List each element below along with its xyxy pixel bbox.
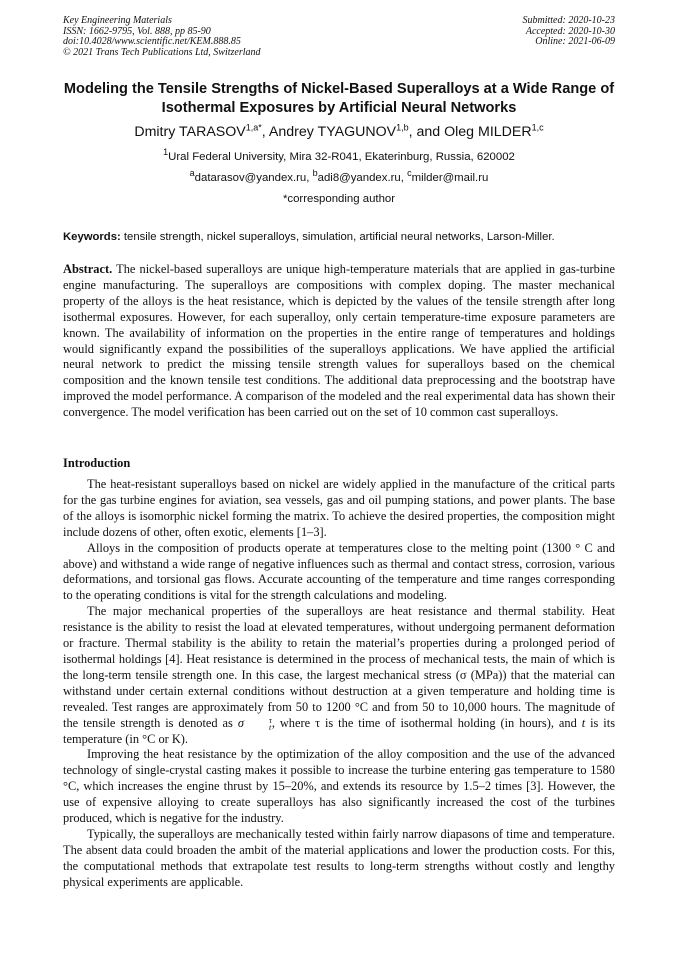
author-name: Andrey TYAGUNOV — [268, 124, 397, 140]
journal-doi: doi:10.4028/www.scientific.net/KEM.888.85 — [63, 36, 241, 47]
paragraph: The major mechanical properties of the superalloys are heat resistance and thermal stability. Heat resistance is the ability to resist the load at elevated temperatures, without undergoing permanent deformation or fracture. Thermal stability is the ability to retain the material’s properties during a prolonged period of isothermal holdings [4]. Heat resistance is determined in the process of mechanical tests, the main of which is the long-term tensile strength one. In this case, the largest mechanical stress (σ (MPa)) that the material can withstand under certain external conditions without destruction at a given temperature and holding time is revealed. Test ranges are approximately from 50 to 1200 °C and from 50 to 10,000 hours. The magnitude of the tensile strength is denoted as σ τ t , where τ is the time of isothermal holding (in hours), and t is its temperature (in °C or K). — [63, 604, 616, 746]
affiliation: $^1$Ural Federal University, Mira 32-R041, Ekaterinburg, Russia, 620002 — [163, 147, 515, 163]
paragraph: Alloys in the composition of products operate at temperatures close to the melting point (1300 ° C and above) and withstand a wide range of negative influences such as thermal and contact stress, corrosion, various deformations, and torsional gas flows. Accurate accounting of the temperature and time ranges corresponding to the operating conditions is vital for the strength calculations and modeling. — [63, 540, 615, 603]
submitted-date: Submitted: 2020-10-23 — [522, 15, 615, 26]
paragraph: Improving the heat resistance by the optimization of the alloy composition and the use of the advanced technology of single-crystal casting makes it possible to increase the turbine entering gas temperature to 1580 °C, which increases the engine thrust by 15–20%, and extends its resource by 1.5–2 times [3]. However, the use of expensive alloying to create superalloys has also significantly increased the cost of the turbines produced, which is negative for the industry. — [63, 747, 615, 826]
online-date: Online: 2021-06-09 — [535, 36, 615, 47]
author-emails: $^a$datarasov@yandex.ru, $^b$adi8@yandex.ru, $^c$milder@mail.ru — [189, 168, 489, 184]
submission-dates — [523, 16, 616, 48]
author-list: Dmitry $TARASOV^{1,a*}$, Andrey TYAGUNOV$^{1,b}$, and Oleg MILDER$^{1,c}$ — [134, 122, 544, 140]
introduction-body — [63, 477, 615, 891]
email-link[interactable]: datarasov@yandex.ru — [194, 172, 307, 184]
author-name: Oleg MILDER — [444, 124, 532, 140]
keywords-label: Keywords: — [63, 231, 121, 243]
journal-name: Key Engineering Materials — [63, 15, 172, 26]
accepted-date: Accepted: 2020-10-30 — [525, 25, 615, 37]
abstract-text: The nickel-based superalloys are unique high-temperature materials that are applied in gas-turbine engine manufacturing. The superalloys are compositions with complex doping. The master mechanical property of the alloys is the heat resistance, which is depicted by the values of the tensile strength after long isothermal exposures. However, for each superalloy, only certain temperature-time exposure parameters are known. The availability of information on the properties in the entire range of temperatures and holdings would significantly expand the possibilities of the superalloys applications. We have applied the artificial neural network to predict the missing tensile strength values for superalloys based on the chemical composition and the known tensile test conditions. The additional data preprocessing and the bootstrap have improved the model performance. A comparison of the modeled and the real experimental data has shown their convergence. The model verification has been carried out on the set of 10 common cast superalloys. — [63, 262, 615, 420]
section-heading-introduction: Introduction — [63, 456, 131, 470]
abstract-label: Abstract. — [63, 262, 113, 276]
corresponding-author-note: *corresponding author — [282, 193, 396, 205]
paragraph: The heat-resistant superalloys based on nickel are widely applied in the manufacture of the critical parts for the gas turbine engines for aviation, sea vessels, gas and oil pumping stations, and power plants. The base of the alloys is isomorphic nickel forming the matrix. To achieve the desired properties, the composition might include dozens of other, often exotic, elements [1–3]. — [63, 477, 615, 539]
journal-info — [63, 16, 261, 58]
author-name: Dmitry TARASOV — [134, 124, 246, 140]
author-affil-mark: 1,a* — [245, 122, 262, 133]
journal-issn: ISSN: 1662-9795, Vol. 888, pp 85-90 — [63, 25, 211, 37]
keywords — [63, 230, 623, 244]
tensile-strength-symbol: σ τ t — [237, 715, 272, 732]
keywords-text: tensile strength, nickel superalloys, simulation, artificial neural networks, Larson-Miller. — [120, 231, 555, 243]
journal-copyright: © 2021 Trans Tech Publications Ltd, Switzerland — [63, 46, 261, 58]
author-affil-mark: 1,c — [531, 122, 544, 133]
email-link[interactable]: adi8@yandex.ru — [317, 172, 401, 184]
paragraph: Typically, the superalloys are mechanically tested within fairly narrow diapasons of time and temperature. The absent data could broaden the ambit of the material applications and lower the production costs. For this, the computational methods that extrapolate test results to long-term strengths without costly and lengthy physical experiments are applicable. — [63, 826, 615, 889]
paper-title: Modeling the Tensile Strengths of Nickel-Based Superalloys at a Wide Range of Isothermal Exposures by Artificial Neural Networks — [63, 81, 615, 116]
abstract — [63, 262, 615, 421]
email-link[interactable]: milder@mail.ru — [411, 172, 489, 184]
author-affil-mark: 1,b — [396, 122, 409, 133]
